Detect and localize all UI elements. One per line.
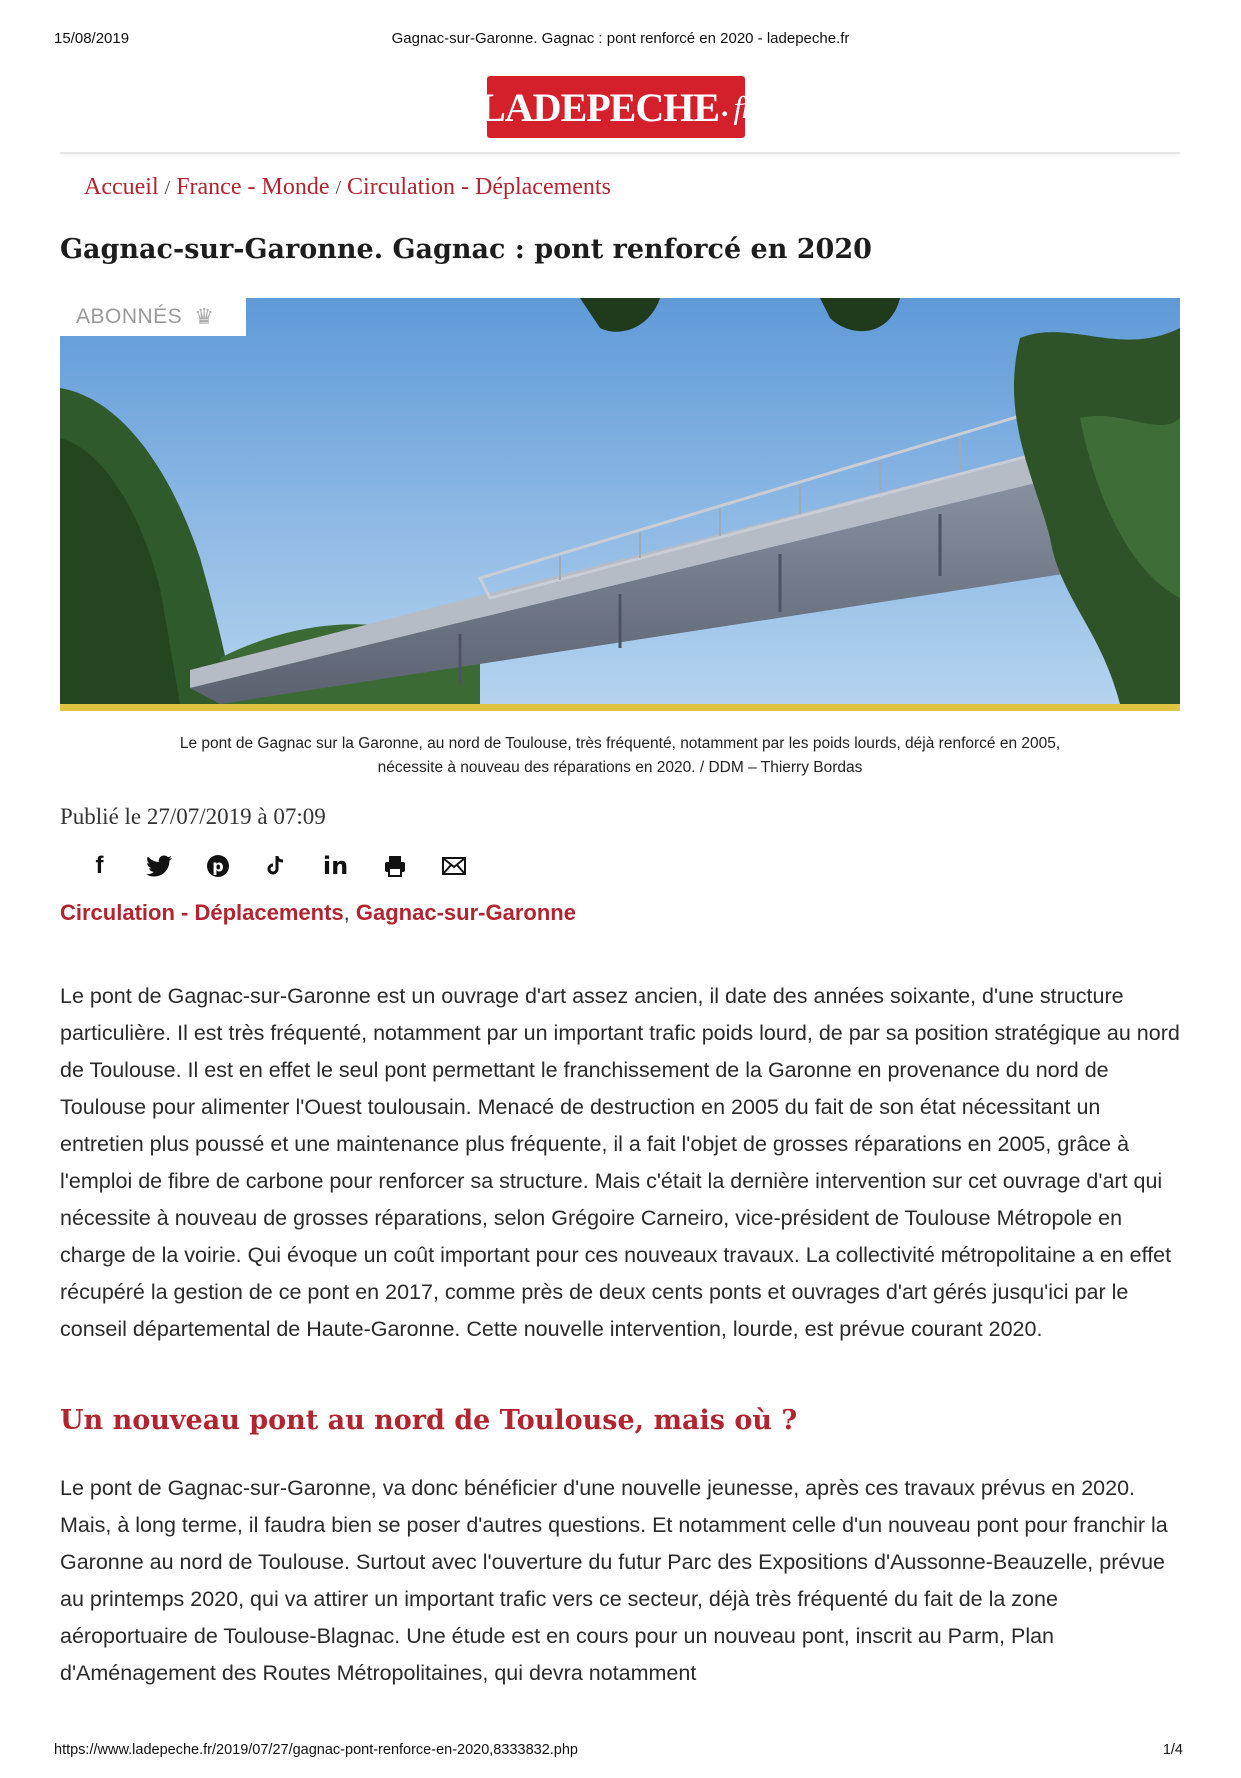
caption-line: nécessite à nouveau des réparations en 2020. / DDM – Thierry Bordas [377,759,863,776]
breadcrumb [84,174,611,201]
breadcrumb-home[interactable]: Accueil [84,174,159,200]
breadcrumb-france-monde[interactable]: France - Monde [176,174,330,200]
article-tags [60,900,576,926]
breadcrumb-separator: / [164,177,171,199]
tiktok-icon[interactable] [247,848,306,884]
share-bar [70,848,483,884]
email-icon[interactable] [424,848,483,884]
article-headline: Gagnac-sur-Garonne. Gagnac : pont renforcé en 2020 [60,234,872,265]
site-logo[interactable] [479,76,753,138]
photo-caption [60,732,1180,780]
logo-suffix: fr [733,88,753,125]
facebook-icon[interactable]: f [95,852,104,879]
header-divider [60,152,1180,154]
subscribers-badge-label: ABONNÉS [76,305,183,328]
article-photo [60,298,1180,704]
linkedin-icon[interactable]: in [322,852,349,880]
paragraph-text: Le pont de Gagnac-sur-Garonne, va donc bénéficier d'une nouvelle jeunesse, après ces travaux prévus en 2020. Mais, à long terme, il faudra bien se poser d'autres questions. Et notamment celle d'un nouveau pont pour franchir la Garonne au nord de Toulouse. Surtout avec l'ouverture du futur Parc des Expositions d'Aussonne-Beauzelle, prévue au printemps 2020, qui va attirer un important trafic vers ce secteur, déjà très fréquenté du fait de la zone aéroportuaire de Toulouse-Blagnac. Une étude est en cours pour un nouveau pont, inscrit au Parm, Plan d'Aménagement des Routes Métropolitaines, qui devra notamment [60,1476,1168,1685]
bridge-photo [60,298,1180,704]
breadcrumb-separator: / [335,177,342,199]
article-paragraph [60,1470,1180,1692]
print-page-number: 1/4 [1162,1742,1183,1758]
svg-text:p: p [211,856,224,876]
logo-text: LADEPECHE [479,84,720,130]
crown-icon: ♛ [194,304,215,329]
breadcrumb-circulation[interactable]: Circulation - Déplacements [347,174,611,200]
twitter-icon[interactable] [129,848,188,884]
logo-dot: . [721,90,728,123]
tag-link[interactable]: Gagnac-sur-Garonne [355,900,576,925]
print-date: 15/08/2019 [54,30,130,47]
print-icon[interactable] [365,848,424,884]
tag-link[interactable]: Circulation - Déplacements [60,900,344,925]
paragraph-text: Le pont de Gagnac-sur-Garonne est un ouvrage d'art assez ancien, il date des années soixante, d'une structure particulière. Il est très fréquenté, notamment par un important trafic poids lourd, de par sa position stratégique au nord de Toulouse. Il est en effet le seul pont permettant le franchissement de la Garonne en provenance du nord de Toulouse pour alimenter l'Ouest toulousain. Menacé de destruction en 2005 du fait de son état nécessitant un entretien plus poussé et une maintenance plus fréquente, il a fait l'objet de grosses réparations en 2005, grâce à l'emploi de fibre de carbone pour renforcer sa structure. Mais c'était la dernière intervention sur cet ouvrage d'art qui nécessite à nouveau de grosses réparations, selon Grégoire Carneiro, vice-président de Toulouse Métropole en charge de la voirie. Qui évoque un coût important pour ces nouveaux travaux. La collectivité métropolitaine a en effet récupéré la gestion de ce pont en 2017, comme près de deux cents ponts et ouvrages d'art gérés jusqu'ici par le conseil départemental de Haute-Garonne. Cette nouvelle intervention, lourde, est prévue courant 2020. [60,984,1180,1341]
pinterest-icon[interactable] [188,848,247,884]
caption-line: Le pont de Gagnac sur la Garonne, au nord de Toulouse, très fréquenté, notamment par les poids lourds, déjà renforcé en 2005, [179,735,1061,752]
subscribers-badge [60,298,246,336]
print-url: https://www.ladepeche.fr/2019/07/27/gagnac-pont-renforce-en-2020,8333832.php [54,1742,578,1758]
tag-separator: , [343,900,350,925]
photo-accent-bar [60,704,1180,711]
article-subheading: Un nouveau pont au nord de Toulouse, mais où ? [60,1405,798,1436]
print-page-title: Gagnac-sur-Garonne. Gagnac : pont renforcé en 2020 - ladepeche.fr [391,30,850,47]
article-paragraph [60,978,1180,1348]
published-date: Publié le 27/07/2019 à 07:09 [60,804,326,829]
